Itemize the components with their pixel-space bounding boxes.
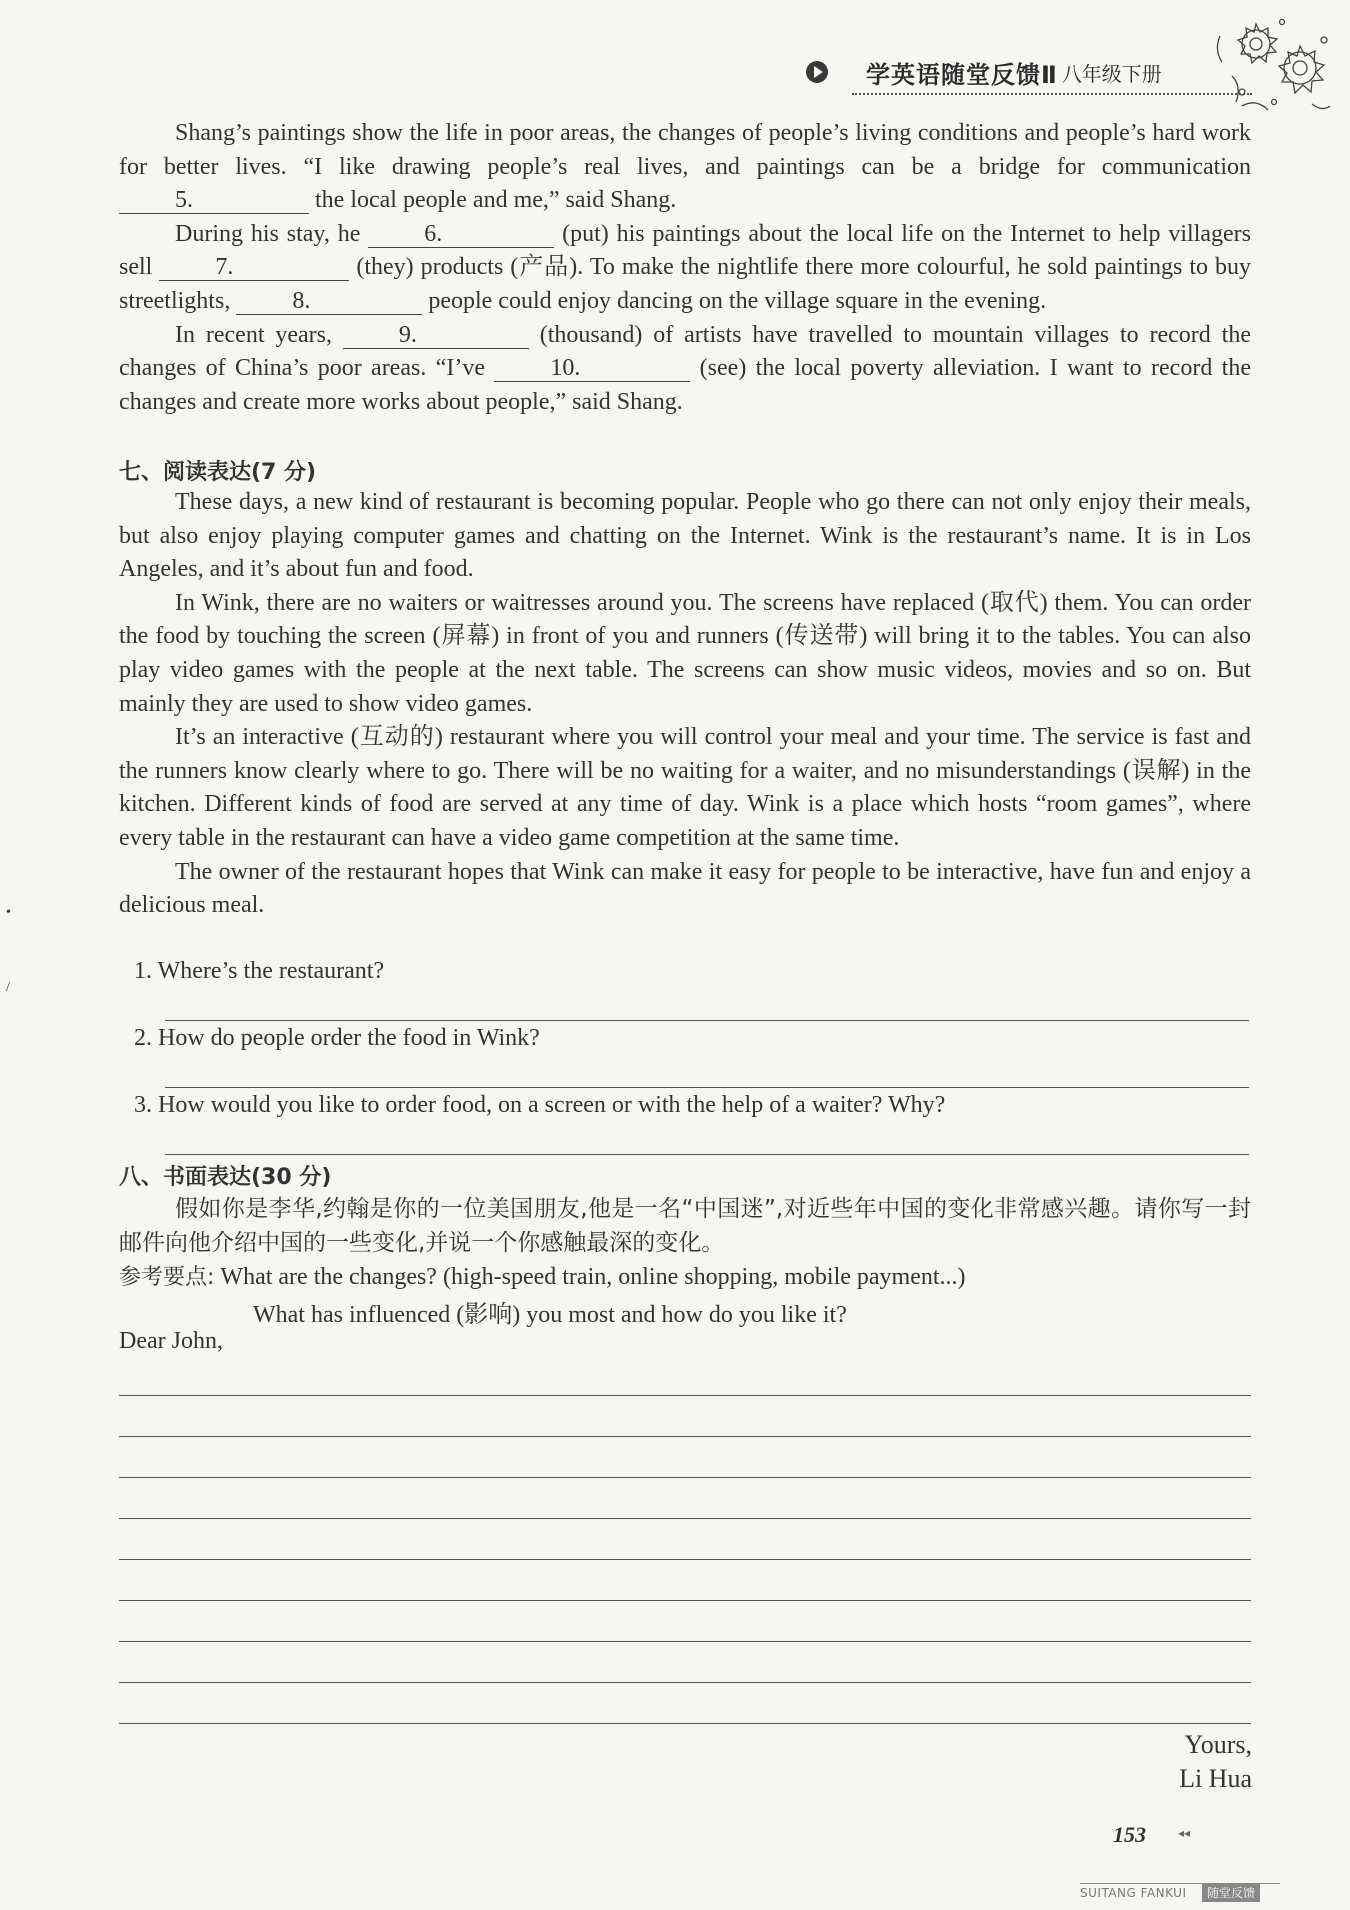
- writing-line[interactable]: [119, 1436, 1251, 1437]
- passage-text: the local people and me,” said Shang.: [309, 187, 677, 214]
- writing-line[interactable]: [119, 1600, 1251, 1601]
- double-arrow-left-icon: ◂◂: [1178, 1826, 1191, 1840]
- passage-text: (thousand) of artists have travelled to mountain villages to record the changes of China’s poor areas. “I’ve: [119, 321, 1251, 382]
- passage-text: (they) products (产品). To make the nightlife there more colourful, he sold paintings to buy streetlights,: [119, 254, 1251, 314]
- margin-tick-icon: /: [6, 980, 10, 995]
- blank-number: 9.: [398, 321, 417, 348]
- reading-paragraph: In Wink, there are no waiters or waitresses around you. The screens have replaced (取代) them. You can order the food by touching the screen (屏幕) in front of you and runners (传送带) will bring it to the tables. You can also play video games with the people at the next table. The screens can show music videos, movies and so on. But mainly they are used to show video games.: [119, 589, 1251, 717]
- reading-paragraph: These days, a new kind of restaurant is becoming popular. People who go there can not only enjoy their meals, but also enjoy playing computer games and chatting on the Internet. Wink is the restaurant’s name. It is in Los Angeles, and it’s about fun and food.: [119, 489, 1251, 583]
- blank-7[interactable]: [159, 254, 349, 281]
- prompt-text: 假如你是李华,约翰是你的一位美国朋友,他是一名“中国迷”,对近些年中国的变化非常感兴趣。请你写一封邮件向他介绍中国的一些变化,并说一个你感触最深的变化。: [119, 1196, 1251, 1256]
- footer-label: 随堂反馈: [1202, 1883, 1260, 1902]
- cloze-paragraph: [119, 117, 1251, 218]
- closing-signature: Li Hua: [1179, 1764, 1252, 1793]
- writing-line[interactable]: [119, 1477, 1251, 1478]
- answer-line-3[interactable]: [165, 1154, 1249, 1155]
- point-1: What are the changes? (high-speed train, online shopping, mobile payment...): [220, 1264, 966, 1290]
- writing-prompt: [119, 1192, 1251, 1260]
- passage-text: (see) the local poverty alleviation. I want to record the changes and create more works about people,” said Shang.: [119, 355, 1251, 415]
- question-2: 2. How do people order the food in Wink?: [134, 1025, 540, 1051]
- blank-9[interactable]: [343, 322, 529, 349]
- cloze-paragraph: [119, 218, 1251, 319]
- flower-decoration-icon: [1212, 6, 1338, 126]
- closing-yours: Yours,: [1184, 1730, 1252, 1759]
- book-title: 学英语随堂反馈Ⅱ: [866, 60, 1058, 89]
- margin-dot-icon: •: [6, 905, 11, 920]
- passage-text: In recent years,: [175, 321, 343, 348]
- passage-text: Shang’s paintings show the life in poor areas, the changes of people’s living conditions and people’s hard work for better lives. “I like drawing people’s real lives, and paintings can be a bridge for communication: [119, 120, 1251, 180]
- blank-number: 6.: [424, 220, 443, 247]
- reading-paragraph: It’s an interactive (互动的) restaurant where you will control your meal and your time. The service is fast and the runners know clearly where to go. There will be no waiting for a waiter, and no misunderstandings (误解) in the kitchen. Different kinds of food are served at any time of day. Wink is a place which hosts “room games”, where every table in the restaurant can have a video game competition at the same time.: [119, 724, 1251, 851]
- header-divider: [852, 93, 1252, 95]
- cloze-passage: [119, 117, 1251, 419]
- play-icon: [806, 61, 828, 83]
- cloze-paragraph: [119, 319, 1251, 420]
- blank-number: 8.: [292, 287, 311, 314]
- blank-10[interactable]: [494, 355, 690, 382]
- reading-paragraph: The owner of the restaurant hopes that Wink can make it easy for people to be interactive, have fun and enjoy a delicious meal.: [119, 858, 1251, 919]
- blank-6[interactable]: [368, 221, 554, 248]
- reading-passage: [119, 486, 1251, 923]
- page-number: 153: [1113, 1822, 1146, 1847]
- section-8-heading: 八、书面表达(30 分): [119, 1165, 332, 1190]
- question-3: 3. How would you like to order food, on a screen or with the help of a waiter? Why?: [134, 1092, 946, 1118]
- reference-points: [119, 1260, 966, 1291]
- points-label: 参考要点:: [119, 1265, 215, 1290]
- writing-line[interactable]: [119, 1559, 1251, 1560]
- salutation: Dear John,: [119, 1328, 223, 1354]
- section-7-heading: 七、阅读表达(7 分): [119, 460, 317, 485]
- writing-line[interactable]: [119, 1641, 1251, 1642]
- passage-text: (put) his paintings about the local life on the Internet to help villagers sell: [119, 220, 1251, 281]
- writing-line[interactable]: [119, 1723, 1251, 1724]
- writing-line[interactable]: [119, 1395, 1251, 1396]
- answer-line-2[interactable]: [165, 1087, 1249, 1088]
- passage-text: people could enjoy dancing on the village square in the evening.: [422, 287, 1047, 314]
- question-1: 1. Where’s the restaurant?: [134, 958, 385, 984]
- writing-line[interactable]: [119, 1682, 1251, 1683]
- blank-8[interactable]: [236, 288, 422, 315]
- point-2: What has influenced (影响) you most and how do you like it?: [253, 1302, 847, 1328]
- blank-number: 10.: [550, 355, 581, 382]
- writing-line[interactable]: [119, 1518, 1251, 1519]
- answer-line-1[interactable]: [165, 1020, 1249, 1021]
- page-header: [806, 54, 1162, 90]
- passage-text: During his stay, he: [175, 220, 369, 247]
- blank-number: 7.: [215, 254, 234, 281]
- blank-number: 5.: [175, 187, 193, 214]
- grade-label: 八年级下册: [1061, 61, 1162, 86]
- blank-5[interactable]: [119, 187, 309, 214]
- footer-pinyin: SUITANG FANKUI: [1080, 1886, 1187, 1900]
